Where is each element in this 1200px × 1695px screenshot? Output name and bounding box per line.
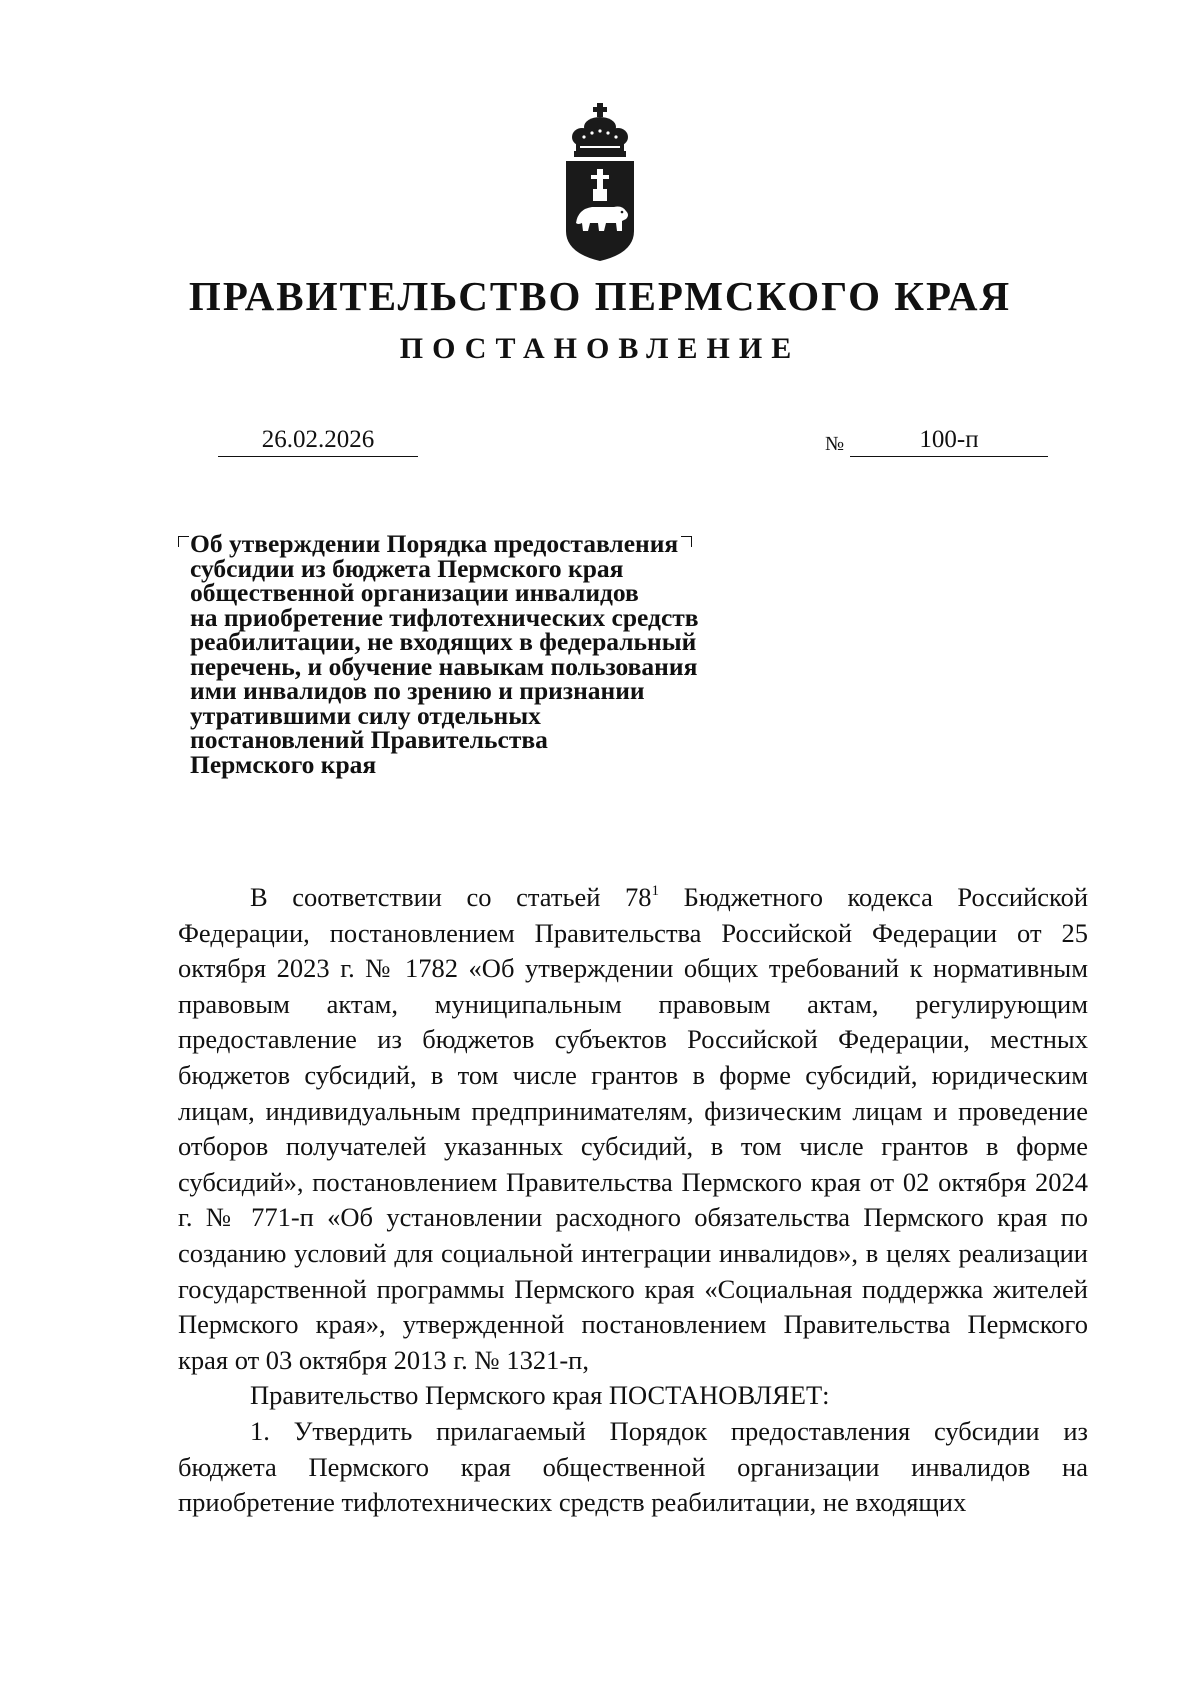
item-1-paragraph: 1. Утвердить прилагаемый Порядок предоставления субсидии из бюджета Пермского края общественной организации инвалидов на приобретение тифлотехнических средств реабилитации, не входящих xyxy=(178,1415,1088,1518)
document-body xyxy=(178,880,1088,1521)
preamble-start: В соответствии со статьей 78 xyxy=(250,882,652,912)
organization-title: ПРАВИТЕЛЬСТВО ПЕРМСКОГО КРАЯ xyxy=(188,273,1012,319)
resolves-paragraph: Правительство Пермского края ПОСТАНОВЛЯЕТ: xyxy=(250,1380,830,1411)
document-date: 26.02.2026 xyxy=(218,424,418,457)
document-number: 100-п xyxy=(850,424,1048,457)
document-subject: Об утверждении Порядка предоставления субсидии из бюджета Пермского края общественной организации инвалидов на приобретение тифлотехнических средств реабилитации, не входящих в федеральный перечень, и обучение навыкам пользования ими инвалидов по зрению и признании утратившими силу отдельных постановлений Правительства Пермского края xyxy=(190,529,699,779)
article-superscript: 1 xyxy=(651,883,660,899)
subject-corner-left xyxy=(178,536,189,547)
subject-block xyxy=(178,529,778,779)
document-type-heading: ПОСТАНОВЛЕНИЕ xyxy=(399,332,801,365)
subject-corner-right xyxy=(681,536,692,547)
preamble-paragraph xyxy=(178,880,1088,1378)
preamble-rest: Бюджетного кодекса Российской Федерации, постановлением Правительства Российской Федерации от 25 октября 2023 г. № 1782 «Об утверждении общих требований к нормативным правовым актам, муниципальным правовым актам, регулирующим предоставление из бюджетов субъектов Российской Федерации, местных бюджетов субсидий, в том числе грантов в форме субсидий, юридическим лицам, индивидуальным предпринимателям, физическим лицам и проведение отборов получателей указанных субсидий, в том числе грантов в форме субсидий», постановлением Правительства Пермского края от 02 октября 2024 г. № 771-п «Об установлении расходного обязательства Пермского края по созданию условий для социальной интеграции инвалидов», в целях реализации государственной программы Пермского края «Социальная поддержка жителей Пермского края», утвержденной постановлением Правительства Пермского края от 03 октября 2013 г. № 1321-п, xyxy=(178,882,1089,1375)
perm-krai-coat-of-arms-icon xyxy=(562,103,638,263)
number-sign: № xyxy=(825,433,845,455)
